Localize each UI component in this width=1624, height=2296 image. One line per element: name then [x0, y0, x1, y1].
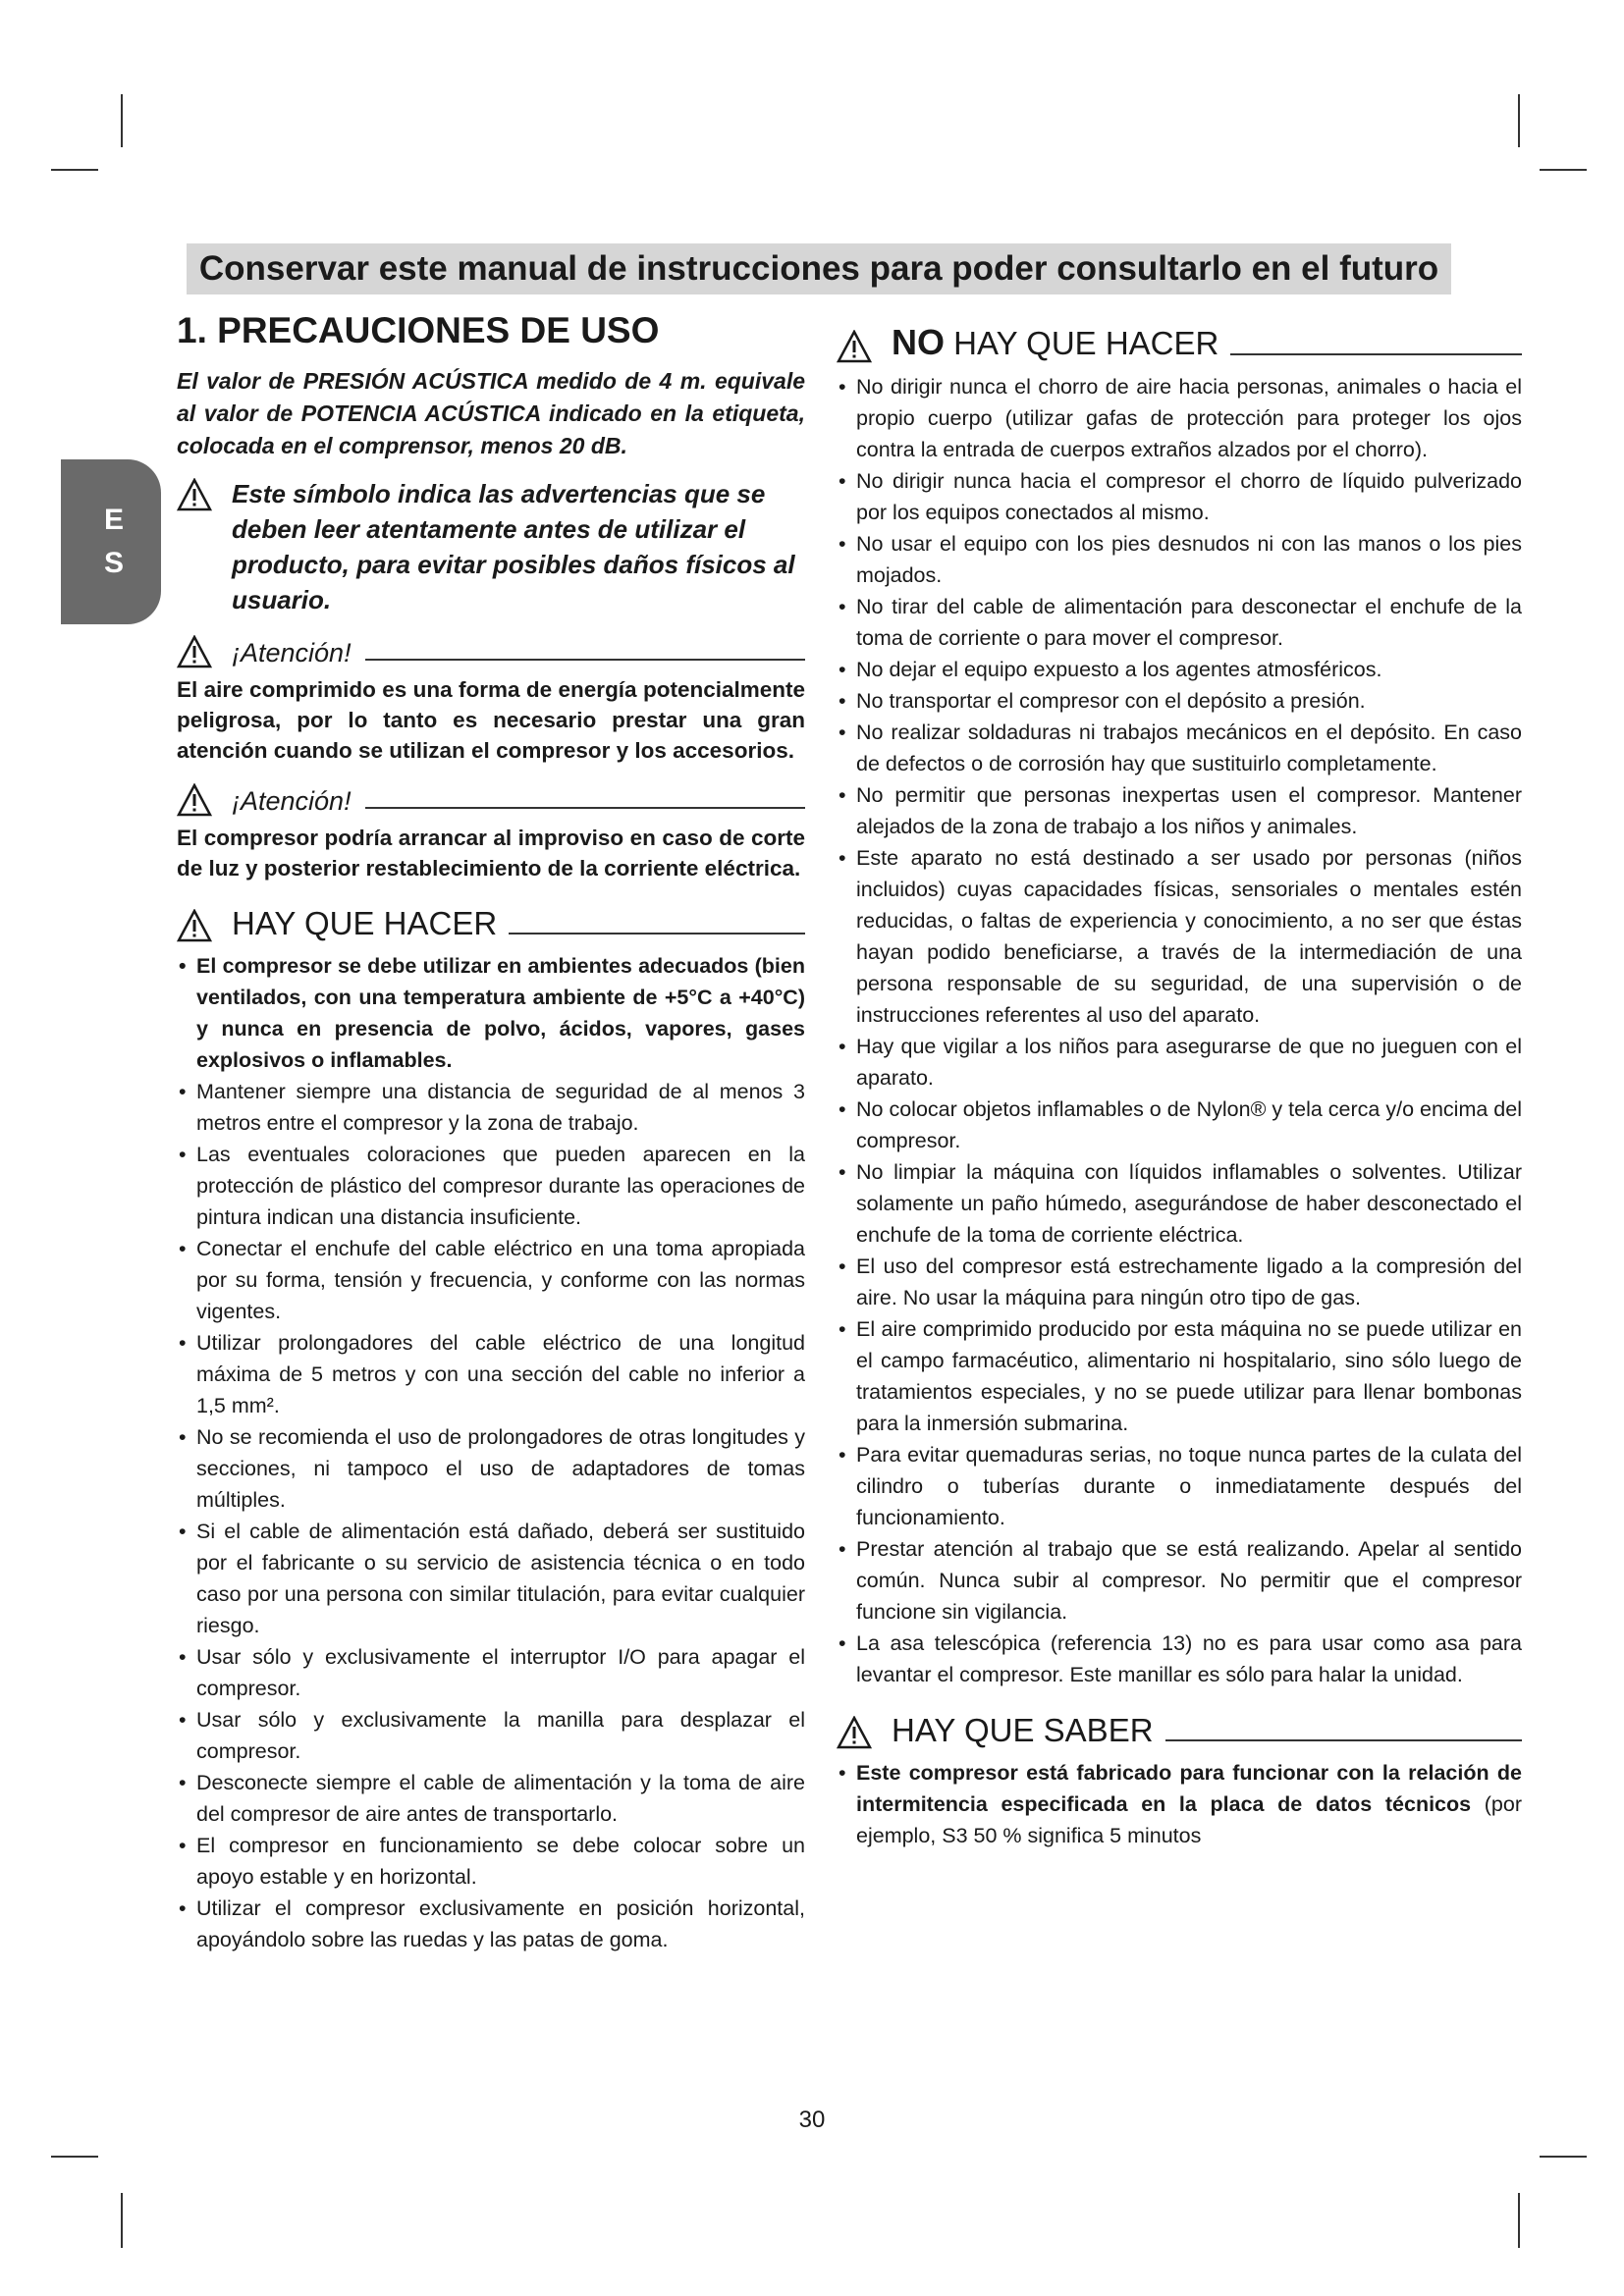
section-title: 1. PRECAUCIONES DE USO	[177, 310, 660, 350]
right-column	[837, 310, 1522, 1851]
list-item: • Hay que vigilar a los niños para asegurarse de que no jueguen con el aparato.	[837, 1031, 1522, 1094]
manual-banner: Conservar este manual de instrucciones para poder consultarlo en el futuro	[187, 243, 1451, 294]
page-number: 30	[798, 2107, 826, 2133]
list-item: • No dirigir nunca el chorro de aire hacia personas, animales o hacia el propio cuerpo (utilizar gafas de protección para proteger los ojos contra la entrada de cuerpos extraños alzados por el chorro).	[837, 371, 1522, 465]
list-item: • No realizar soldaduras ni trabajos mecánicos en el depósito. En caso de defectos o de corrosión hay que sustituirlo completamente.	[837, 717, 1522, 779]
list-item: • No se recomienda el uso de prolongadores de otras longitudes y secciones, ni tampoco el uso de adaptadores de tomas múltiples.	[177, 1421, 805, 1516]
list-item: • Utilizar prolongadores del cable eléctrico de una longitud máxima de 5 metros y con una sección del cable no inferior a 1,5 mm².	[177, 1327, 805, 1421]
warning-triangle-icon	[837, 330, 872, 363]
warning-symbol-block	[177, 476, 805, 617]
list-item: • Mantener siempre una distancia de seguridad de al menos 3 metros entre el compresor y la zona de trabajo.	[177, 1076, 805, 1139]
list-item: • No transportar el compresor con el depósito a presión.	[837, 685, 1522, 717]
dont-title-strong: NO	[892, 322, 945, 362]
list-item: • No permitir que personas inexpertas usen el compresor. Mantener alejados de la zona de trabajo a los niños y animales.	[837, 779, 1522, 842]
list-item: • El compresor se debe utilizar en ambientes adecuados (bien ventilados, con una temperatura ambiente de +5°C a +40°C) y nunca en presencia de polvo, ácidos, vapores, gases explosivos o inflamables.	[177, 950, 805, 1076]
list-item: • No dirigir nunca hacia el compresor el chorro de líquido pulverizado por los equipos conectados al mismo.	[837, 465, 1522, 528]
list-item: • No tirar del cable de alimentación para desconectar el enchufe de la toma de corriente o para mover el compresor.	[837, 591, 1522, 654]
list-item: • No colocar objetos inflamables o de Nylon® y tela cerca y/o encima del compresor.	[837, 1094, 1522, 1156]
know-heading	[837, 1712, 1522, 1749]
list-item: • Conectar el enchufe del cable eléctrico en una toma apropiada por su forma, tensión y frecuencia, y conforme con las normas vigentes.	[177, 1233, 805, 1327]
left-column	[177, 310, 805, 1955]
know-list	[837, 1757, 1522, 1851]
heading-rule	[1165, 1739, 1522, 1741]
crop-mark-tl-h	[51, 169, 98, 171]
know-item-rest: (por ejemplo, S3 50 % significa 5 minutos	[856, 1792, 1522, 1847]
heading-rule	[509, 933, 805, 934]
crop-mark-bl-v	[121, 2193, 123, 2248]
crop-mark-tl-v	[121, 94, 123, 147]
warning-triangle-icon	[177, 478, 212, 511]
crop-mark-br-h	[1540, 2156, 1587, 2158]
warning-symbol-text: Este símbolo indica las advertencias que se deben leer atentamente antes de utilizar el producto, para evitar posibles daños físicos al usuario.	[232, 479, 795, 614]
list-item: • El uso del compresor está estrechamente ligado a la compresión del aire. No usar la máquina para ningún otro tipo de gas.	[837, 1251, 1522, 1313]
language-tab-letter-e: E	[103, 504, 124, 536]
list-item: • Usar sólo y exclusivamente la manilla para desplazar el compresor.	[177, 1704, 805, 1767]
list-item: • Desconecte siempre el cable de alimentación y la toma de aire del compresor de aire antes de transportarlo.	[177, 1767, 805, 1830]
list-item: • Las eventuales coloraciones que pueden aparecen en la protección de plástico del compresor durante las operaciones de pintura indican una distancia insuficiente.	[177, 1139, 805, 1233]
dont-title	[892, 322, 1218, 363]
list-item: • Utilizar el compresor exclusivamente en posición horizontal, apoyándolo sobre las ruedas y las patas de goma.	[177, 1893, 805, 1955]
do-heading	[177, 905, 805, 942]
list-item: • No usar el equipo con los pies desnudos ni con las manos o los pies mojados.	[837, 528, 1522, 591]
know-item-bold: Este compresor está fabricado para funcionar con la relación de intermitencia especificada en la placa de datos técnicos	[856, 1761, 1522, 1816]
crop-mark-bl-h	[51, 2156, 98, 2158]
warning-triangle-icon	[837, 1716, 872, 1749]
heading-rule	[365, 807, 805, 809]
warning-triangle-icon	[177, 635, 212, 668]
list-item: • No dejar el equipo expuesto a los agentes atmosféricos.	[837, 654, 1522, 685]
list-item: • Si el cable de alimentación está dañado, deberá ser sustituido por el fabricante o su servicio de asistencia técnica o en todo caso por una persona con similar titulación, para evitar cualquier riesgo.	[177, 1516, 805, 1641]
attention-text-2: El compresor podría arrancar al improviso en caso de corte de luz y posterior restablecimiento de la corriente eléctrica.	[177, 826, 805, 881]
list-item: • Para evitar quemaduras serias, no toque nunca partes de la culata del cilindro o tuberías durante o inmediatamente después del funcionamiento.	[837, 1439, 1522, 1533]
do-title: HAY QUE HACER	[232, 905, 498, 941]
acoustic-note: El valor de PRESIÓN ACÚSTICA medido de 4 m. equivale al valor de POTENCIA ACÚSTICA indicado en la etiqueta, colocada en el comprensor, menos 20 dB.	[177, 368, 805, 458]
attention-text-1: El aire comprimido es una forma de energía potencialmente peligrosa, por lo tanto es necesario prestar una gran atención cuando se utilizan el compresor y los accesorios.	[177, 677, 805, 763]
crop-mark-tr-h	[1540, 169, 1587, 171]
attention-heading-2	[177, 783, 805, 817]
list-item	[837, 1757, 1522, 1851]
language-tab	[61, 459, 161, 624]
language-tab-letter-s: S	[103, 547, 124, 579]
list-item: • La asa telescópica (referencia 13) no es para usar como asa para levantar el compresor. Este manillar es sólo para halar la unidad.	[837, 1628, 1522, 1690]
list-item: • No limpiar la máquina con líquidos inflamables o solventes. Utilizar solamente un paño húmedo, asegurándose de haber desconectado el enchufe de la toma de corriente eléctrica.	[837, 1156, 1522, 1251]
warning-triangle-icon	[177, 909, 212, 942]
know-title: HAY QUE SABER	[892, 1712, 1154, 1748]
list-item: • Prestar atención al trabajo que se está realizando. Apelar al sentido común. Nunca subir al compresor. No permitir que el compresor funcione sin vigilancia.	[837, 1533, 1522, 1628]
list-item: • El aire comprimido producido por esta máquina no se puede utilizar en el campo farmacéutico, alimentario ni hospitalario, sino sólo luego de tratamientos especiales, y no se puede utilizar para llenar bombonas para la inmersión submarina.	[837, 1313, 1522, 1439]
attention-title-2: ¡Atención!	[232, 786, 352, 816]
attention-heading-1	[177, 635, 805, 668]
list-item: • Este aparato no está destinado a ser usado por personas (niños incluidos) cuyas capacidades físicas, sensoriales o mentales estén reducidas, o faltas de experiencia y conocimiento, a no ser que éstas hayan podido beneficiarse, a través de la intermediación de una persona responsable de su seguridad, de una supervisión o de instrucciones referentes al uso del aparato.	[837, 842, 1522, 1031]
do-list	[177, 950, 805, 1955]
attention-title-1: ¡Atención!	[232, 638, 352, 667]
dont-title-rest: HAY QUE HACER	[953, 325, 1219, 361]
list-item: • El compresor en funcionamiento se debe colocar sobre un apoyo estable y en horizontal.	[177, 1830, 805, 1893]
dont-list	[837, 371, 1522, 1690]
crop-mark-tr-v	[1518, 94, 1520, 147]
dont-heading	[837, 322, 1522, 363]
warning-triangle-icon	[177, 783, 212, 817]
list-item: • Usar sólo y exclusivamente el interruptor I/O para apagar el compresor.	[177, 1641, 805, 1704]
heading-rule	[365, 659, 805, 661]
heading-rule	[1230, 353, 1522, 355]
crop-mark-br-v	[1518, 2193, 1520, 2248]
